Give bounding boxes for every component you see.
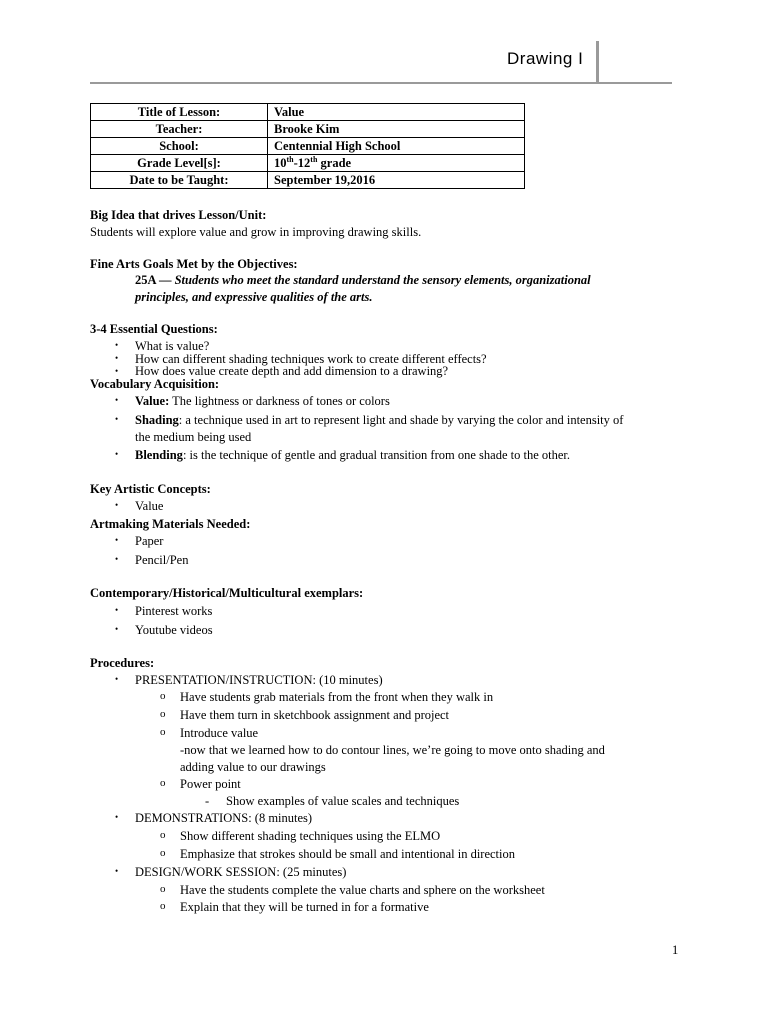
materials-heading: Artmaking Materials Needed: <box>90 517 251 531</box>
procedure-substep: Have students grab materials from the front when they walk in <box>180 690 494 704</box>
vocab-definition: : a technique used in art to represent light and shade by varying the color and intensity of <box>178 413 624 427</box>
circle-bullet-icon: o <box>160 829 166 841</box>
table-value: Centennial High School <box>268 138 525 155</box>
header-divider-vertical <box>596 41 599 82</box>
question-item: How can different shading techniques work to create different effects? <box>135 352 487 366</box>
procedure-substep: Emphasize that strokes should be small and intentional in direction <box>180 847 515 861</box>
question-item: What is value? <box>135 339 210 353</box>
bullet-icon: • <box>115 812 119 822</box>
vocab-item <box>135 393 390 410</box>
goal-text-line1: Students who meet the standard understand the sensory elements, organizational <box>174 273 591 287</box>
circle-bullet-icon: o <box>160 900 166 912</box>
vocab-term: Shading <box>135 413 179 427</box>
material-item: Paper <box>135 534 164 548</box>
bullet-icon: • <box>115 366 119 376</box>
header-divider-horizontal <box>90 82 672 84</box>
exemplar-item: Youtube videos <box>135 623 213 637</box>
grade-to: -12 <box>293 156 311 170</box>
bullet-icon: • <box>115 605 119 615</box>
essential-questions-heading: 3-4 Essential Questions: <box>90 322 218 336</box>
dash-icon: - <box>205 794 210 808</box>
procedures-heading: Procedures: <box>90 656 155 670</box>
bullet-icon: • <box>115 500 119 510</box>
bullet-icon: • <box>115 674 119 684</box>
circle-bullet-icon: o <box>160 777 166 789</box>
procedure-subsubstep: Show examples of value scales and techniques <box>226 794 460 808</box>
procedure-note: -now that we learned how to do contour lines, we’re going to move onto shading and <box>180 743 605 757</box>
table-label: Teacher: <box>91 121 268 138</box>
table-value: Brooke Kim <box>268 121 525 138</box>
procedure-substep: Introduce value <box>180 726 259 740</box>
vocab-item <box>135 412 623 429</box>
circle-bullet-icon: o <box>160 726 166 738</box>
vocab-definition: The lightness or darkness of tones or colors <box>169 394 390 408</box>
table-value <box>268 155 525 172</box>
bullet-icon: • <box>115 395 119 405</box>
procedure-note: adding value to our drawings <box>180 760 326 774</box>
bullet-icon: • <box>115 353 119 363</box>
lesson-info-table <box>90 103 525 189</box>
bullet-icon: • <box>115 414 119 424</box>
big-idea-heading: Big Idea that drives Lesson/Unit: <box>90 208 267 222</box>
vocab-term: Blending <box>135 448 183 462</box>
question-item: How does value create depth and add dimension to a drawing? <box>135 364 449 378</box>
bullet-icon: • <box>115 554 119 564</box>
procedure-step: PRESENTATION/INSTRUCTION: (10 minutes) <box>135 673 383 687</box>
fine-arts-heading: Fine Arts Goals Met by the Objectives: <box>90 257 298 271</box>
vocab-definition: : is the technique of gentle and gradual transition from one shade to the other. <box>182 448 570 462</box>
procedure-substep: Power point <box>180 777 241 791</box>
grade-word: grade <box>317 156 352 170</box>
grade-to-suffix: th <box>310 154 318 164</box>
vocab-definition-continued: the medium being used <box>135 430 252 444</box>
concept-item: Value <box>135 499 164 513</box>
goal-code: 25A — <box>135 273 172 287</box>
vocab-term: Value: <box>135 394 170 408</box>
procedure-step: DEMONSTRATIONS: (8 minutes) <box>135 811 313 825</box>
table-row <box>91 155 525 172</box>
grade-from-suffix: th <box>286 154 294 164</box>
procedure-step: DESIGN/WORK SESSION: (25 minutes) <box>135 865 347 879</box>
table-label: School: <box>91 138 268 155</box>
grade-from: 10 <box>274 156 287 170</box>
bullet-icon: • <box>115 624 119 634</box>
circle-bullet-icon: o <box>160 847 166 859</box>
exemplars-heading: Contemporary/Historical/Multicultural exemplars: <box>90 586 364 600</box>
procedure-substep: Have the students complete the value charts and sphere on the worksheet <box>180 883 545 897</box>
circle-bullet-icon: o <box>160 690 166 702</box>
page-number: 1 <box>672 943 679 957</box>
vocabulary-heading: Vocabulary Acquisition: <box>90 377 220 391</box>
fine-arts-goal <box>135 272 591 289</box>
table-label: Title of Lesson: <box>91 104 268 121</box>
circle-bullet-icon: o <box>160 883 166 895</box>
table-label: Date to be Taught: <box>91 172 268 189</box>
bullet-icon: • <box>115 340 119 350</box>
table-row <box>91 104 525 121</box>
table-label: Grade Level[s]: <box>91 155 268 172</box>
bullet-icon: • <box>115 535 119 545</box>
table-row <box>91 172 525 189</box>
material-item: Pencil/Pen <box>135 553 189 567</box>
table-row <box>91 138 525 155</box>
table-value: Value <box>268 104 525 121</box>
table-row <box>91 121 525 138</box>
procedure-substep: Show different shading techniques using the ELMO <box>180 829 441 843</box>
bullet-icon: • <box>115 449 119 459</box>
vocab-item <box>135 447 570 464</box>
circle-bullet-icon: o <box>160 708 166 720</box>
procedure-substep: Explain that they will be turned in for a formative <box>180 900 429 914</box>
exemplar-item: Pinterest works <box>135 604 213 618</box>
table-value: September 19,2016 <box>268 172 525 189</box>
big-idea-text: Students will explore value and grow in improving drawing skills. <box>90 225 422 239</box>
goal-text-line2: principles, and expressive qualities of the arts. <box>135 290 373 304</box>
course-title: Drawing I <box>507 49 584 68</box>
key-concepts-heading: Key Artistic Concepts: <box>90 482 211 496</box>
procedure-substep: Have them turn in sketchbook assignment and project <box>180 708 450 722</box>
bullet-icon: • <box>115 866 119 876</box>
